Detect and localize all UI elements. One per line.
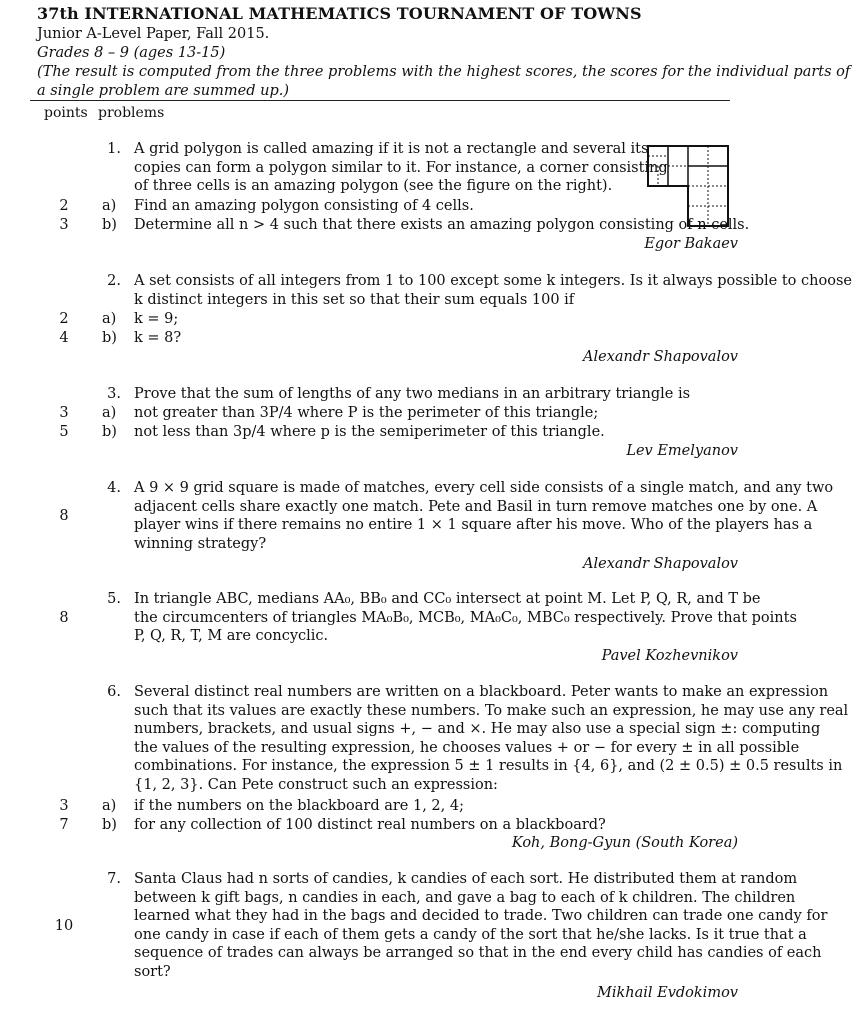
points-value: 8 <box>59 610 69 626</box>
scoring-note-line-1: (The result is computed from the three problems with the highest scores, the scores for the individual parts of <box>37 64 851 80</box>
statement-line: winning strategy? <box>134 535 267 552</box>
statement-line: copies can form a polygon similar to it. For instance, a corner consisting <box>134 159 668 176</box>
points-value: 4 <box>59 330 69 346</box>
points-value: 2 <box>59 198 69 214</box>
statement-line: {1, 2, 3}. Can Pete construct such an expression: <box>134 776 498 793</box>
statement-line: k distinct integers in this set so that their sum equals 100 if <box>134 291 575 308</box>
header-divider <box>30 100 730 101</box>
part-text: not less than 3p/4 where p is the semiperimeter of this triangle. <box>134 424 605 440</box>
amazing-polygon-figure <box>646 144 730 228</box>
statement-line: sort? <box>134 963 171 980</box>
statement-line: combinations. For instance, the expression 5 ± 1 results in {4, 6}, and (2 ± 0.5) ± 0.5 results in <box>134 758 843 775</box>
part-label: a) <box>102 798 117 814</box>
problem-author: Mikhail Evdokimov <box>596 985 738 1001</box>
statement-line: such that its values are exactly these numbers. To make such an expression, he may use any real <box>134 702 849 719</box>
problem-number: 3. <box>107 386 121 402</box>
part-text: not greater than 3P/4 where P is the perimeter of this triangle; <box>134 405 599 421</box>
scoring-note-line-2: a single problem are summed up.) <box>37 83 289 99</box>
problem-statement <box>134 590 797 646</box>
part-text: k = 9; <box>134 311 179 327</box>
problems-column-header: problems <box>98 105 165 121</box>
problem-statement <box>134 683 849 795</box>
problem-number: 7. <box>107 871 121 887</box>
statement-line: In triangle ABC, medians AA₀, BB₀ and CC₀ intersect at point M. Let P, Q, R, and T be <box>134 591 761 607</box>
problem-author: Pavel Kozhevnikov <box>601 648 738 664</box>
part-label: a) <box>102 198 117 214</box>
statement-line: Several distinct real numbers are written on a blackboard. Peter wants to make an expression <box>134 684 829 700</box>
part-label: b) <box>102 330 117 346</box>
problem-author: Lev Emelyanov <box>626 443 738 459</box>
problem-author: Alexandr Shapovalov <box>583 556 738 572</box>
statement-line: of three cells is an amazing polygon (see the figure on the right). <box>134 178 613 195</box>
problem-statement <box>134 479 834 553</box>
problem-statement <box>134 272 852 309</box>
problem-statement <box>134 870 828 982</box>
points-value: 10 <box>54 918 74 934</box>
statement-line: A grid polygon is called amazing if it is not a rectangle and several its <box>134 141 649 157</box>
problem-number: 2. <box>107 273 121 289</box>
part-text: k = 8? <box>134 330 182 346</box>
points-value: 7 <box>59 817 69 833</box>
problem-author: Alexandr Shapovalov <box>583 349 738 365</box>
statement-line: the values of the resulting expression, he chooses values + or − for every ± in all possible <box>134 739 800 756</box>
points-value: 5 <box>59 424 69 440</box>
statement-line: adjacent cells share exactly one match. Pete and Basil in turn remove matches one by one. A <box>134 498 818 515</box>
statement-line: A 9 × 9 grid square is made of matches, every cell side consists of a single match, and any two <box>134 480 834 496</box>
points-value: 8 <box>59 508 69 524</box>
part-text: Determine all n > 4 such that there exists an amazing polygon consisting of n cells. <box>134 217 750 233</box>
part-label: a) <box>102 311 117 327</box>
statement-line: Santa Claus had n sorts of candies, k candies of each sort. He distributed them at random <box>134 871 798 887</box>
points-value: 3 <box>59 405 69 421</box>
statement-line: Prove that the sum of lengths of any two medians in an arbitrary triangle is <box>134 386 691 402</box>
statement-line: sequence of trades can always be arranged so that in the end every child has candies of each <box>134 945 822 962</box>
part-label: b) <box>102 424 117 440</box>
paper-subtitle: Junior A-Level Paper, Fall 2015. <box>37 26 270 42</box>
problem-author: Koh, Bong-Gyun (South Korea) <box>511 835 738 851</box>
problem-author: Egor Bakaev <box>644 236 738 252</box>
part-label: a) <box>102 405 117 421</box>
statement-line: learned what they had in the bags and decided to trade. Two children can trade one candy for <box>134 908 828 925</box>
points-value: 2 <box>59 311 69 327</box>
part-label: b) <box>102 217 117 233</box>
problem-number: 6. <box>107 684 121 700</box>
problem-statement <box>134 385 740 404</box>
part-label: b) <box>102 817 117 833</box>
problem-number: 4. <box>107 480 121 496</box>
part-text: Find an amazing polygon consisting of 4 cells. <box>134 198 474 214</box>
statement-line: player wins if there remains no entire 1 × 1 square after his move. Who of the players has a <box>134 517 813 534</box>
problem-statement <box>134 140 668 196</box>
grades-line: Grades 8 – 9 (ages 13-15) <box>37 45 226 61</box>
part-text: if the numbers on the blackboard are 1, 2, 4; <box>134 798 464 814</box>
part-text: for any collection of 100 distinct real numbers on a blackboard? <box>134 817 606 833</box>
tournament-title: 37th INTERNATIONAL MATHEMATICS TOURNAMENT OF TOWNS <box>37 4 642 23</box>
points-value: 3 <box>59 217 69 233</box>
points-column-header: points <box>44 105 88 121</box>
problem-number: 5. <box>107 591 121 607</box>
statement-line: P, Q, R, T, M are concyclic. <box>134 628 329 645</box>
statement-line: the circumcenters of triangles MA₀B₀, MCB₀, MA₀C₀, MBC₀ respectively. Prove that points <box>134 609 797 626</box>
problem-number: 1. <box>107 141 121 157</box>
statement-line: between k gift bags, n candies in each, and gave a bag to each of k children. The children <box>134 889 796 906</box>
statement-line: A set consists of all integers from 1 to 100 except some k integers. Is it always possible to choose <box>134 273 852 289</box>
statement-line: one candy in case if each of them gets a candy of the sort that he/she lacks. Is it true that a <box>134 926 807 943</box>
points-value: 3 <box>59 798 69 814</box>
statement-line: numbers, brackets, and usual signs +, − and ×. He may also use a special sign ±: computing <box>134 721 821 738</box>
